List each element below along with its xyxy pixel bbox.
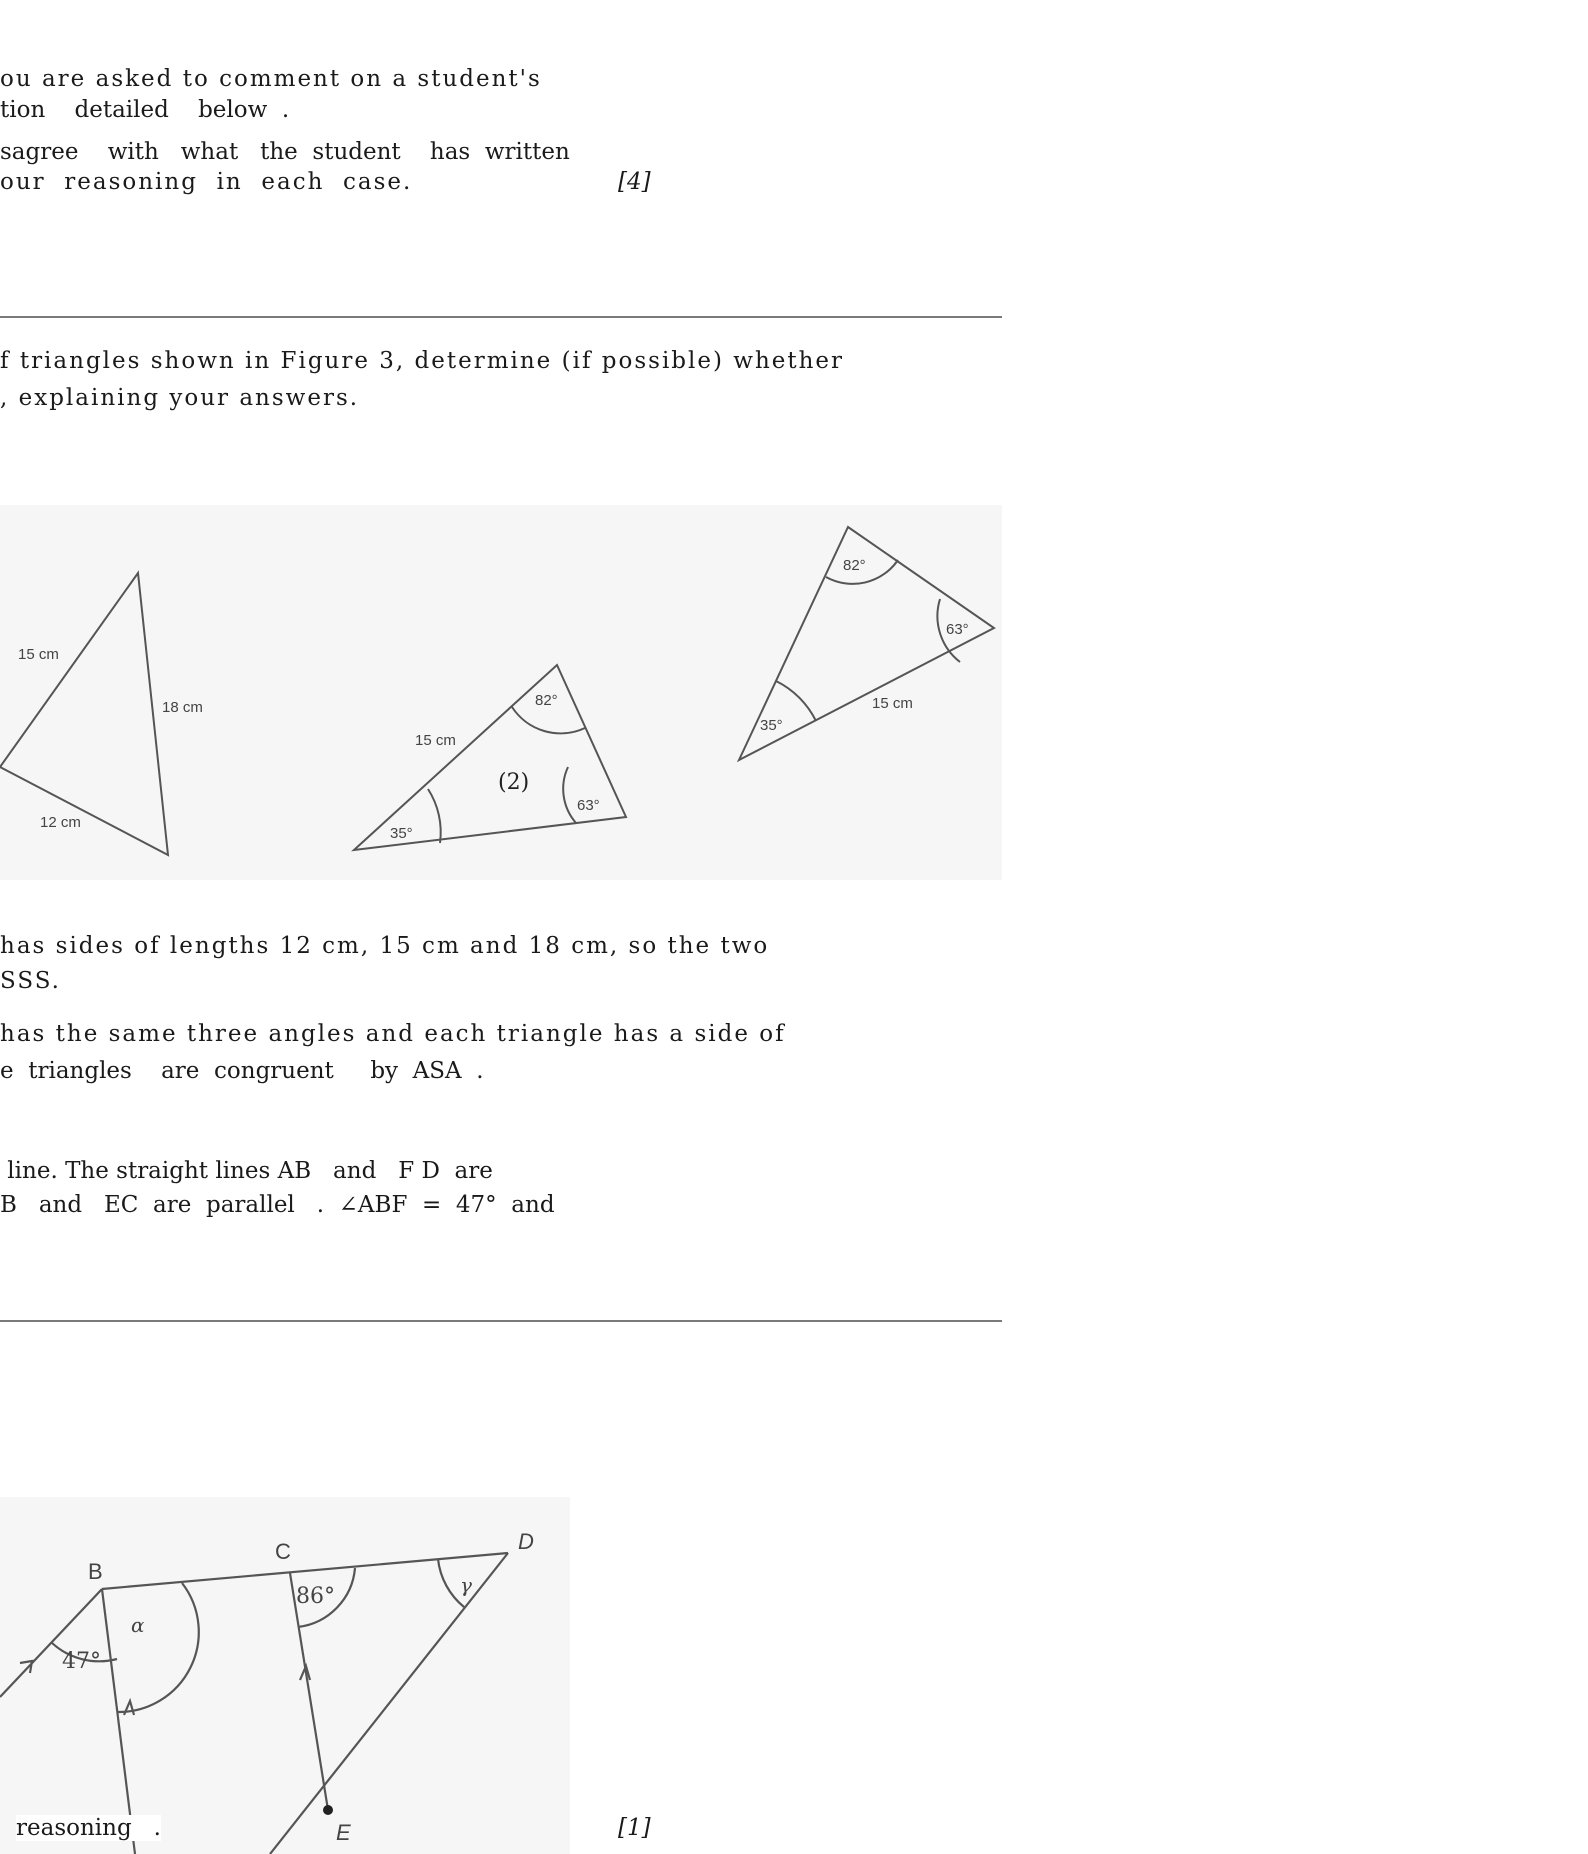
parallel-line-2: B and EC are parallel . ∠ABF = 47° and: [0, 1192, 555, 1218]
section-divider-1: [0, 316, 1002, 318]
footer-reasoning: reasoning .: [16, 1815, 161, 1841]
tri2-angle-63: 63°: [577, 797, 600, 814]
angle-86: 86°: [296, 1584, 335, 1609]
tri1-side-12: 12 cm: [40, 814, 81, 831]
label-c: C: [275, 1539, 291, 1564]
tri3-angle-82: 82°: [843, 557, 866, 574]
angle-gamma: γ: [460, 1573, 472, 1597]
tri2-number: (2): [498, 770, 530, 795]
tri2-side-15: 15 cm: [415, 732, 456, 749]
point-e-dot: [323, 1805, 333, 1815]
figure-3-triangles: [0, 505, 1002, 880]
label-b: B: [88, 1559, 103, 1584]
label-e: E: [336, 1820, 351, 1845]
student-statement-1-line-1: has sides of lengths 12 cm, 15 cm and 18 cm, so the two: [0, 933, 770, 959]
intro-line-1: ou are asked to comment on a student's: [0, 66, 542, 92]
angle-47: 47°: [62, 1649, 101, 1674]
intro-line-2: tion detailed below .: [0, 97, 290, 123]
tri3-angle-35: 35°: [760, 717, 783, 734]
section-divider-2: [0, 1320, 1002, 1322]
intro-line-4: our reasoning in each case.: [0, 169, 413, 195]
student-statement-2-line-1: has the same three angles and each triangle has a side of: [0, 1021, 786, 1047]
angle-alpha: α: [131, 1613, 145, 1637]
student-statement-2-line-2: e triangles are congruent by ASA .: [0, 1058, 484, 1084]
label-d: D: [518, 1529, 534, 1554]
tri2-angle-82: 82°: [535, 692, 558, 709]
student-statement-1-line-2: SSS.: [0, 968, 61, 994]
parallel-line-1: line. The straight lines AB and F D are: [0, 1158, 493, 1184]
intro-marks: [4]: [618, 169, 651, 195]
tri1-side-15: 15 cm: [18, 646, 59, 663]
intro-line-3: sagree with what the student has written: [0, 139, 570, 165]
tri2-angle-35: 35°: [390, 825, 413, 842]
footer-marks: [1]: [618, 1815, 651, 1841]
question-line-2: , explaining your answers.: [0, 385, 360, 411]
question-line-1: f triangles shown in Figure 3, determine (if possible) whether: [0, 348, 845, 374]
tri1-side-18: 18 cm: [162, 699, 203, 716]
tri3-side-15: 15 cm: [872, 695, 913, 712]
tri3-angle-63: 63°: [946, 621, 969, 638]
figure-4-parallel-lines: [0, 1497, 570, 1854]
